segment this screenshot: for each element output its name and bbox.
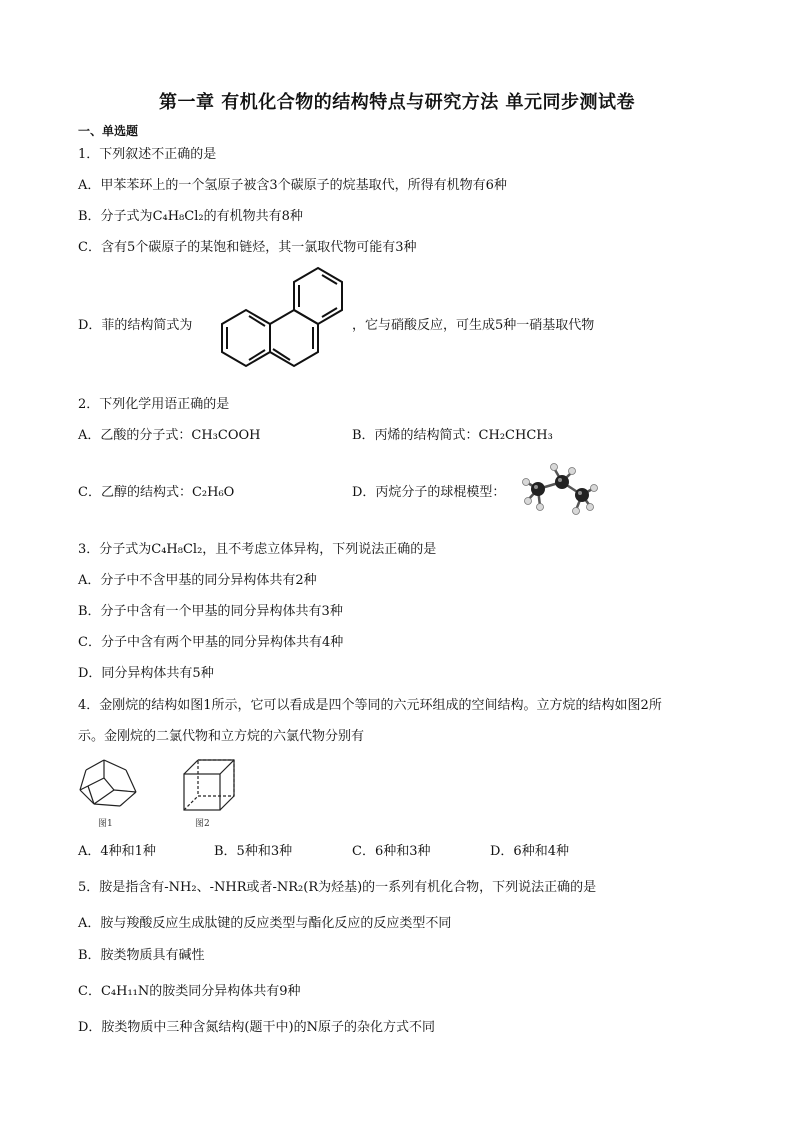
q3-option-a: A．分子中不含甲基的同分异构体共有2种: [78, 573, 317, 588]
q2-stem: 2．下列化学用语正确的是: [78, 397, 230, 412]
q1-stem: 1．下列叙述不正确的是: [78, 147, 217, 162]
q2-option-a: A．乙酸的分子式：CH₃COOH: [78, 428, 261, 443]
q4-stem-line1: 4．金刚烷的结构如图1所示，它可以看成是四个等同的六元环组成的空间结构。立方烷的结构如图2所: [78, 698, 662, 713]
q5-option-c: C．C₄H₁₁N的胺类同分异构体共有9种: [78, 984, 301, 999]
q5-option-d: D．胺类物质中三种含氮结构(题干中)的N原子的杂化方式不同: [78, 1020, 435, 1035]
q5-stem: 5．胺是指含有-NH₂、-NHR或者-NR₂(R为烃基)的一系列有机化合物，下列说法正确的是: [78, 880, 597, 895]
q1-option-c: C．含有5个碳原子的某饱和链烃，其一氯取代物可能有3种: [78, 240, 417, 255]
page-title: 第一章 有机化合物的结构特点与研究方法 单元同步测试卷: [158, 92, 636, 113]
q2-option-b: B．丙烯的结构简式：CH₂CHCH₃: [352, 428, 553, 443]
figure-1-label: 图1: [98, 819, 113, 829]
q4-stem-line2: 示。金刚烷的二氯代物和立方烷的六氯代物分别有: [78, 729, 365, 744]
q2-option-d: D．丙烷分子的球棍模型：: [352, 485, 506, 500]
q4-option-a: A．4种和1种: [78, 844, 156, 859]
q3-stem: 3．分子式为C₄H₈Cl₂，且不考虑立体异构，下列说法正确的是: [78, 542, 437, 557]
q3-option-d: D．同分异构体共有5种: [78, 666, 214, 681]
q1-option-d-pre: D．菲的结构简式为: [78, 318, 193, 333]
q1-option-b-formula: C₄H₈Cl₂: [152, 209, 204, 224]
q1-option-b: [78, 208, 303, 226]
propane-ball-stick-model-image: [518, 462, 598, 518]
cubane-structure-image: [180, 756, 240, 816]
q1-option-a: A．甲苯苯环上的一个氢原子被含3个碳原子的烷基取代，所得有机物有6种: [78, 178, 507, 193]
q1-option-b-post: 的有机物共有8种: [203, 209, 303, 224]
q4-option-d: D．6种和4种: [490, 844, 569, 859]
phenanthrene-structure-image: [200, 266, 350, 386]
q1-option-b-pre: B．分子式为: [78, 209, 153, 224]
q4-option-b: B．5种和3种: [214, 844, 293, 859]
q3-option-c: C．分子中含有两个甲基的同分异构体共有4种: [78, 635, 344, 650]
figure-2-label: 图2: [195, 819, 210, 829]
q5-option-a: A．胺与羧酸反应生成肽键的反应类型与酯化反应的反应类型不同: [78, 916, 452, 931]
adamantane-structure-image: [74, 756, 144, 816]
q3-option-b: B．分子中含有一个甲基的同分异构体共有3种: [78, 604, 343, 619]
q2-option-c: C．乙醇的结构式：C₂H₆O: [78, 485, 235, 500]
section-heading: 一、单选题: [78, 124, 139, 138]
q5-option-b: B．胺类物质具有碱性: [78, 948, 205, 963]
q4-option-c: C．6种和3种: [352, 844, 431, 859]
q1-option-d-post: ，它与硝酸反应，可生成5种一硝基取代物: [352, 318, 595, 333]
